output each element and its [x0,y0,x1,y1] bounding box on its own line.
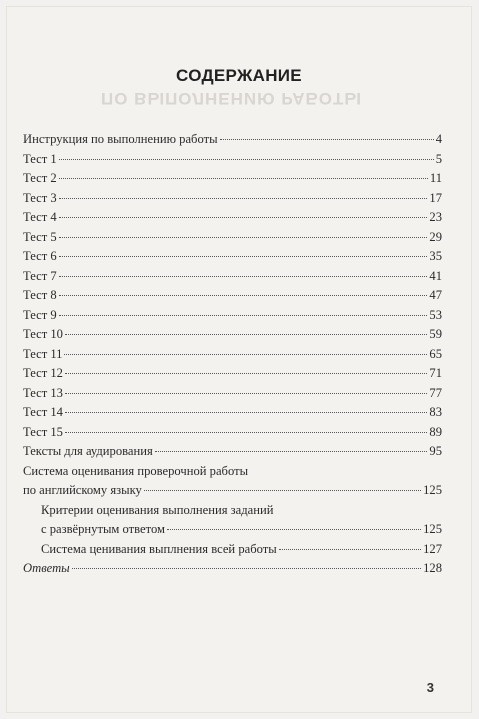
toc-label: с развёрнутым ответом [41,522,166,536]
toc-label: Тест 2 [23,171,57,185]
toc-entry [23,208,442,228]
toc-label: Критерии оценивания выполнения заданий [41,502,274,517]
toc-label: Тест 14 [23,405,63,419]
toc-entry [23,286,442,306]
toc-label: Инструкция по выполнению работы [23,132,218,146]
toc-label: Тест 4 [23,210,57,224]
toc-entry [23,423,442,443]
toc-entry [23,403,442,423]
toc-page: 89 [429,424,442,439]
dot-leader [59,198,428,199]
toc-page: 71 [429,366,442,380]
toc-entry [23,442,442,462]
page-title: СОДЕРЖАНИЕ [176,66,302,85]
dot-leader [65,373,427,374]
bleed-through-text: ПО ВЫПОЛНЕНИЮ РАБОТЫ [101,89,362,108]
toc-page: 17 [429,190,442,205]
toc-entry [23,189,442,209]
toc-page: 128 [423,561,442,575]
toc-entry [23,364,442,384]
toc-label: Тест 8 [23,288,57,302]
toc-entry [23,130,442,150]
toc-entry [23,150,442,170]
toc-page: 23 [429,210,442,224]
toc-label: Тест 3 [23,190,57,205]
toc-entry [23,345,442,365]
dot-leader [59,178,428,179]
toc-entry [23,169,442,189]
toc-label: Система оценивания проверочной работы [23,463,249,478]
toc-page: 5 [435,151,442,166]
dot-leader [59,315,428,316]
dot-leader [144,490,421,491]
toc-page: 29 [429,229,442,244]
book-page [6,6,472,713]
toc-label: по английскому языку [23,483,142,497]
page-number: 3 [426,680,434,695]
toc-label: Тест 6 [23,249,57,263]
dot-leader [59,217,428,218]
dot-leader [220,139,434,140]
toc-label: Тест 1 [23,151,57,166]
dot-leader [59,295,428,296]
toc-page: 11 [429,171,442,185]
toc-subentry-criteria-line1 [23,501,442,521]
toc-entry [23,306,442,326]
toc-entry-system-line2 [23,481,442,501]
toc-label: Тест 7 [23,268,57,283]
toc-label: Тест 12 [23,366,63,380]
table-of-contents [23,130,442,579]
dot-leader [64,354,427,355]
toc-subentry-criteria-line2 [23,520,442,540]
toc-page: 95 [429,444,442,458]
toc-label: Тексты для аудирования [23,444,153,458]
toc-page: 53 [429,307,442,322]
toc-page: 59 [429,327,442,341]
toc-page: 47 [429,288,442,302]
toc-entry [23,325,442,345]
toc-entry-system-line1 [23,462,442,482]
toc-page: 125 [423,522,442,536]
dot-leader [65,412,427,413]
dot-leader [59,237,428,238]
toc-label: Тест 5 [23,229,57,244]
toc-page: 65 [429,346,442,361]
toc-subentry-whole [23,540,442,560]
toc-label: Ответы [23,561,70,575]
toc-label: Тест 13 [23,385,63,400]
toc-page: 83 [429,405,442,419]
dot-leader [167,529,421,530]
toc-page: 125 [423,483,442,497]
dot-leader [65,334,427,335]
toc-entry [23,228,442,248]
dot-leader [72,568,421,569]
toc-entry [23,247,442,267]
toc-page: 77 [429,385,442,400]
toc-label: Система ценивания выплнения всей работы [41,541,277,556]
toc-page: 35 [429,249,442,263]
dot-leader [279,549,421,550]
toc-page: 41 [429,268,442,283]
toc-entry [23,267,442,287]
toc-entry-answers [23,559,442,579]
dot-leader [65,432,427,433]
dot-leader [65,393,427,394]
toc-label: Тест 9 [23,307,57,322]
dot-leader [59,276,428,277]
dot-leader [155,451,428,452]
toc-page: 4 [435,132,442,146]
toc-label: Тест 10 [23,327,63,341]
dot-leader [59,159,434,160]
toc-page: 127 [423,541,442,556]
toc-entry [23,384,442,404]
toc-label: Тест 11 [23,346,63,361]
dot-leader [59,256,428,257]
toc-label: Тест 15 [23,424,63,439]
